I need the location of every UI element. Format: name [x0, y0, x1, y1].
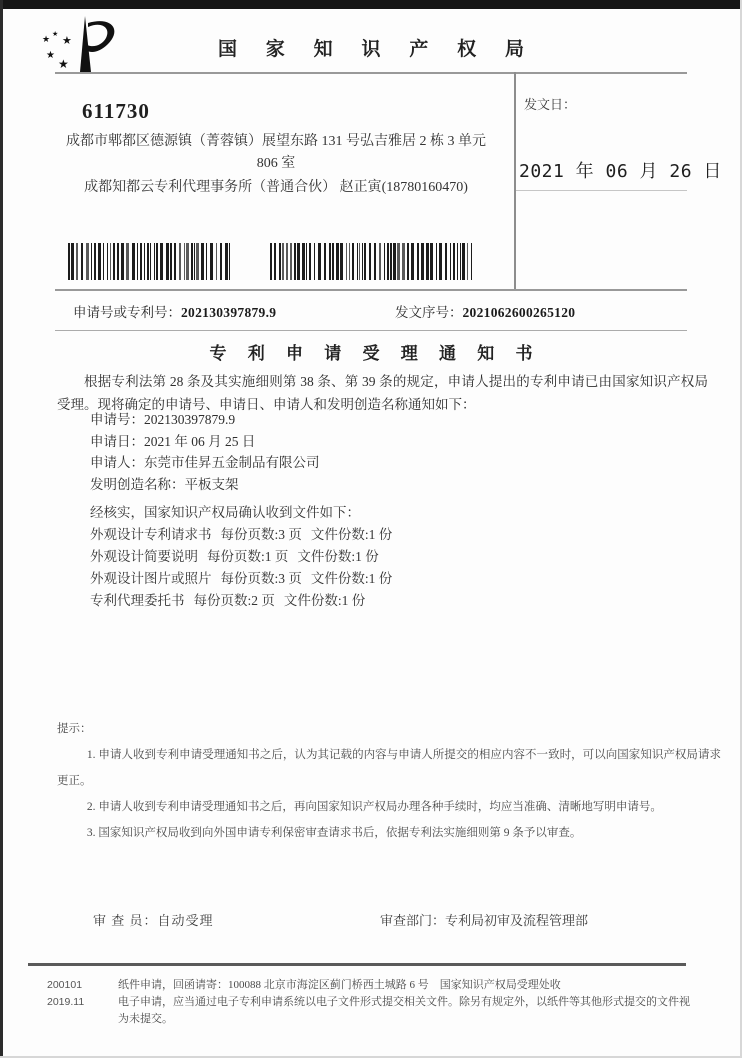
- footer-notes: [118, 977, 690, 1028]
- doc-pages: 每份页数:3 页: [220, 571, 302, 586]
- doc-pages: 每份页数:2 页: [193, 593, 275, 608]
- form-code: 200101: [47, 979, 83, 991]
- footer-rule: [28, 963, 686, 966]
- doc-name: 专利代理委托书: [90, 593, 185, 608]
- received-item: [90, 524, 670, 546]
- footer-form-codes: [47, 977, 118, 1028]
- detail-label: 申请日：: [90, 433, 144, 449]
- application-details: [90, 409, 650, 495]
- received-item: [90, 568, 670, 590]
- application-number-field: [73, 301, 276, 321]
- tip-item-1: 1. 申请人收到专利申请受理通知书之后，认为其记载的内容与申请人所提交的相应内容不一致时，可以向国家知识产权局请求更正。: [57, 749, 721, 787]
- svg-text:★: ★: [62, 35, 72, 47]
- dispatch-serial-label: 发文序号：: [395, 305, 463, 320]
- svg-text:★: ★: [58, 57, 69, 71]
- detail-value: 2021 年 06 月 25 日: [144, 433, 256, 449]
- thin-rule: [55, 330, 687, 331]
- electronic-filing-note: 电子申请，应当通过电子专利申请系统以电子文件形式提交相关文件。除另有规定外，以纸件等其他形式提交的文件视为未提交。: [118, 996, 690, 1025]
- dispatch-serial-field: [395, 301, 575, 321]
- tips-label: 提示：: [57, 723, 92, 735]
- dispatch-date-label: 发文日：: [524, 97, 577, 112]
- paper-filing-note: 纸件申请，回函请寄：100088 北京市海淀区蓟门桥西土城路 6 号 国家知识产权局受理处收: [118, 979, 561, 991]
- application-number-value: 202130397879.9: [181, 305, 277, 320]
- doc-name: 外观设计图片或照片: [90, 571, 212, 586]
- footer: [47, 977, 707, 1028]
- barcode-right: [270, 243, 477, 280]
- received-heading: 经核实，国家知识产权局确认收到文件如下：: [90, 505, 360, 520]
- detail-label: 发明创造名称：: [90, 476, 185, 492]
- agency-title: 国 家 知 识 产 权 局: [217, 39, 536, 60]
- header-rule: [55, 72, 687, 74]
- detail-applicant: [90, 452, 650, 474]
- mid-rule: [55, 289, 687, 291]
- examiner-value: 自动受理: [157, 913, 214, 928]
- dispatch-date-value: 2021 年 06 月 26 日: [519, 161, 722, 182]
- agent-line: 成都知都云专利代理事务所（普通合伙） 赵正寅(18780160470): [84, 180, 468, 195]
- received-documents-list: [90, 502, 670, 612]
- detail-label: 申请人：: [90, 455, 144, 470]
- address-line-1: 成都市郫都区德源镇（菁蓉镇）展望东路 131 号弘吉雅居 2 栋 3 单元: [66, 134, 486, 149]
- notice-title: 专 利 申 请 受 理 通 知 书: [209, 344, 541, 363]
- tip-item-2: 2. 申请人收到专利申请受理通知书之后，再向国家知识产权局办理各种手续时，均应当准确、清晰地写明申请号。: [86, 801, 662, 813]
- tips-section: [57, 716, 721, 846]
- examiner-field: [93, 910, 214, 929]
- detail-value: 平板支架: [184, 476, 239, 492]
- detail-invention-title: [90, 474, 650, 496]
- scan-edge-top: [0, 0, 742, 9]
- doc-copies: 文件份数:1 份: [310, 527, 393, 542]
- detail-filing-date: [90, 431, 650, 453]
- doc-pages: 每份页数:3 页: [220, 527, 302, 542]
- examiner-label: 审 查 员：: [93, 913, 158, 928]
- tip-item-3: 3. 国家知识产权局收到向外国申请专利保密审查请求书后，依据专利法实施细则第 9 条予以审查。: [86, 827, 582, 839]
- doc-copies: 文件份数:1 份: [297, 549, 379, 564]
- notice-intro-paragraph: 根据专利法第 28 条及其实施细则第 38 条、第 39 条的规定，申请人提出的专利申请已由国家知识产权局受理。现将确定的申请号、申请日、申请人和发明创造名称通知如下：: [57, 374, 708, 412]
- doc-pages: 每份页数:1 页: [207, 549, 289, 564]
- scan-edge-left: [0, 0, 3, 1058]
- dispatch-serial-value: 2021062600265120: [462, 305, 576, 320]
- recipient-address-block: [45, 131, 507, 199]
- department-value: 专利局初审及流程管理部: [445, 913, 589, 928]
- svg-text:★: ★: [46, 50, 55, 61]
- svg-text:★: ★: [52, 30, 59, 38]
- department-label: 审查部门：: [380, 913, 446, 928]
- doc-copies: 文件份数:1 份: [310, 571, 393, 586]
- detail-application-number: [90, 409, 650, 431]
- dispatch-box-bottom-rule: [516, 190, 687, 191]
- detail-label: 申请号：: [90, 412, 144, 427]
- received-item: [90, 590, 670, 612]
- department-field: [380, 910, 588, 929]
- detail-value: 202130397879.9: [144, 412, 236, 427]
- form-revision: 2019.11: [47, 996, 85, 1008]
- svg-text:★: ★: [42, 34, 51, 44]
- detail-value: 东莞市佳昇五金制品有限公司: [144, 455, 320, 470]
- dispatch-box-divider: [514, 72, 516, 291]
- application-number-label: 申请号或专利号：: [73, 305, 181, 320]
- doc-name: 外观设计简要说明: [90, 549, 198, 564]
- doc-copies: 文件份数:1 份: [283, 593, 366, 608]
- doc-name: 外观设计专利请求书: [90, 527, 212, 542]
- postal-code: 611730: [82, 99, 150, 123]
- received-item: [90, 546, 670, 568]
- address-line-2: 806 室: [256, 156, 296, 171]
- barcode-left: [68, 243, 236, 280]
